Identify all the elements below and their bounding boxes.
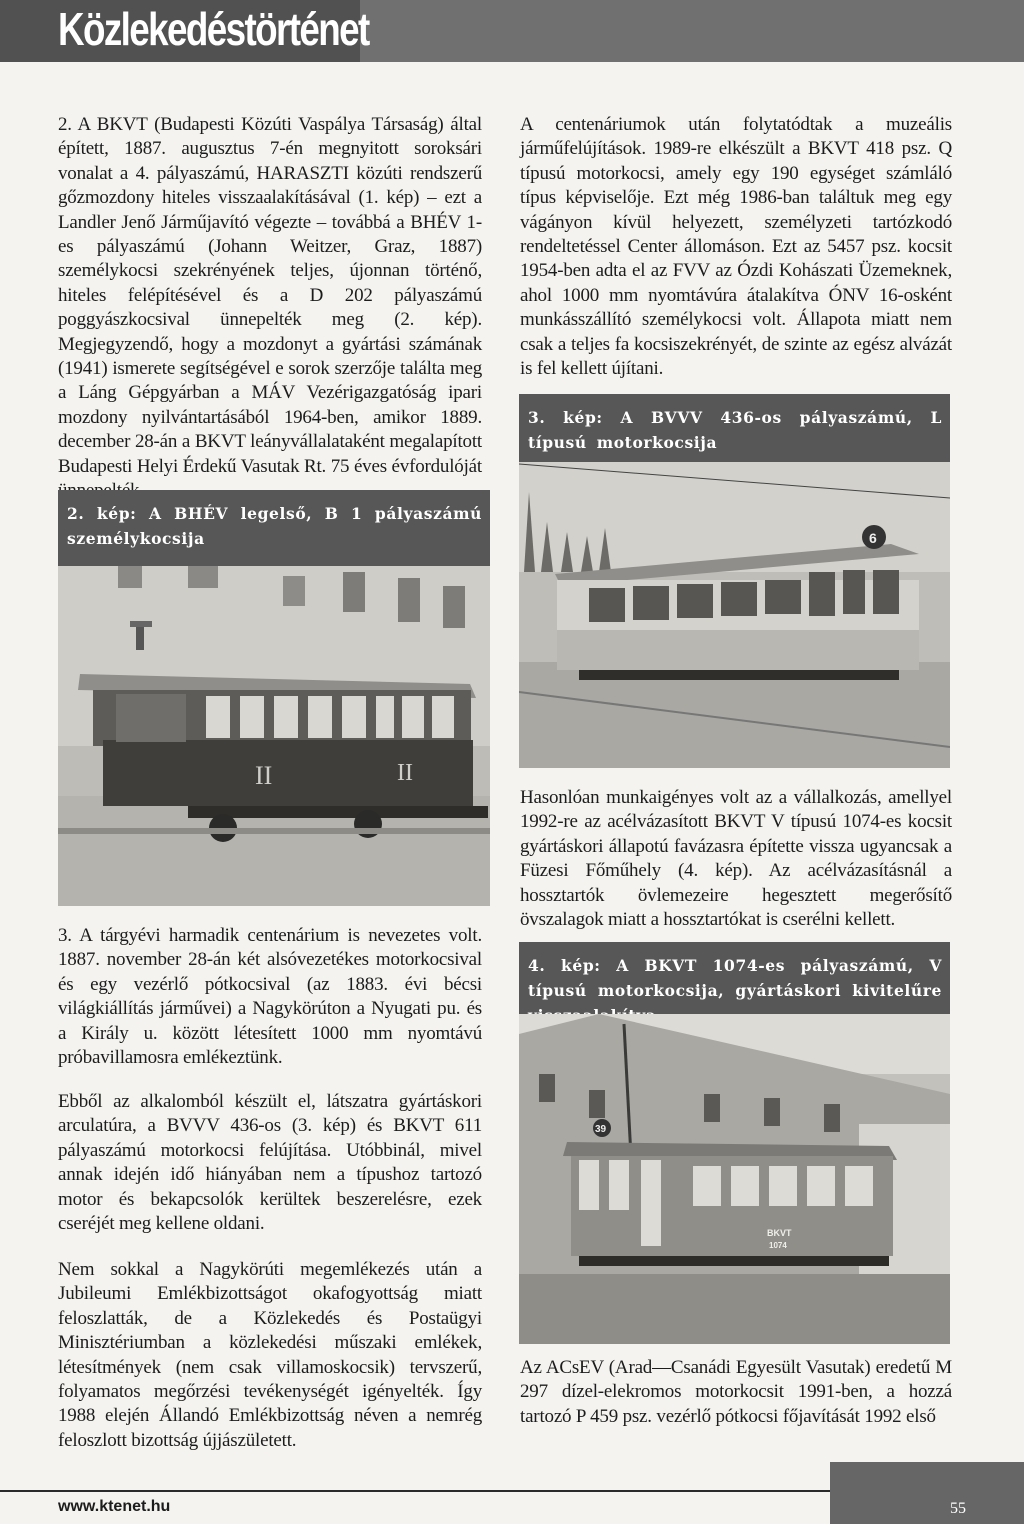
left-paragraph-1: 2. A BKVT (Budapesti Közúti Vaspálya Társaság) által épített, 1887. augusztus 7-én megnyitott soroksári vonalat a 4. pályaszámú, HARASZTI közúti rendszerű gőzmozdony hiteles visszaalakításával (1. kép) – ezt a Landler Jenő Járműjavító végezte – továbbá a BHÉV 1-es pályaszámú (Johann Weitzer, Graz, 1887) személykocsi szekrényének teljes, újonnan történő, hiteles felépítésével és a D 202 pályaszámú poggyászkocsival ünnepelték meg (2. kép). Megjegyzendő, hogy a mozdonyt a gyártási számának (1941) ismerete segítségével e sorok szerzője találta meg a Láng Gépgyárban a MÁV Vezérigazgatóság ipari mozdony nyilvántartásából 1964-ben, amikor 1889. december 28-án a BKVT leányvállalataként megalapított Budapesti Helyi Érdekű Vasutak Rt. 75 éves évfordulóját — [58, 114, 482, 477]
right-paragraph-3: Az ACsEV (Arad—Csanádi Egyesült Vasutak) eredetű M 297 dízel-elekromos motorkocsit 1991-ben, a hozzá tartozó P 459 psz. vezérlő pótkocsi főjavítását 1992 első — [520, 1357, 952, 1427]
left-paragraph-2: 3. A tárgyévi harmadik centenárium is nevezetes volt. 1887. november 28-án két alsóvezetékes motorkocsival és egy vezérlő pótkocsival (az 1883. évi bécsi világkiállítás járművei) a Nagykörúton a Nyugati pu. és a Király u. között létesített 1000 mm nyomtávú próbavillamosra emlékeztünk. — [58, 925, 482, 1069]
route-number-sign: 6 — [869, 530, 877, 546]
caption-photo-3: 3. kép: A BVVV 436-os pályaszámú, L típusú motorkocsija — [519, 394, 950, 462]
section-title: Közlekedéstörténet — [58, 3, 369, 55]
car-class-mark-left: II — [255, 761, 273, 790]
photo-bhev-passenger-car — [58, 566, 490, 906]
footer-website-link[interactable]: www.ktenet.hu — [58, 1498, 171, 1515]
photo-bvvv-436-tram — [519, 462, 950, 768]
car-class-mark-right: II — [397, 760, 413, 786]
caption-photo-4: 4. kép: A BKVT 1074-es pályaszámú, V típusú motorkocsija, gyártáskori kivitelűre — [519, 942, 950, 1014]
header-accent-block — [360, 0, 1024, 62]
left-paragraph-3: Ebből az alkalomból készült el, látszatra gyártáskori arculatúra, a BVVV 436-os (3. kép) és BKVT 611 pályaszámú motorkocsi felújítása. Utóbbinál, mivel annak idején idő hiányában nem a típushoz tartozó motor és bekapcsolók kerültek beszerelésre, ezek cseréjét meg kellene oldani. — [58, 1091, 482, 1235]
footer-page-block — [830, 1462, 1024, 1524]
footer-rule — [0, 1490, 830, 1492]
right-paragraph-1: A centenáriumok után folytatódtak a muzeális járműfelújítások. 1989-re elkészült a BKVT 418 psz. Q típusú motorkocsi, amely egy 190 egységet számláló típus képviselője. Ezt még 1986-ban találtuk meg egy vágányon kívül helyezett, személyzeti tartózkodó rendeltetéssel Center állomáson. Ezt az 5457 psz. kocsit 1954-ben adta el az FVV az Ózdi Kohászati Üzemeknek, ahol 1000 mm nyomtávúra átalakítva ÓNV 16-osként munkásszállító személykocsi volt. Állapota miatt nem csak a teljes fa kocsiszekrényét, de szinte az egész alvázát is fel kellett újítani. — [520, 114, 952, 380]
photo-bkvt-1074-tram — [519, 1014, 950, 1344]
caption-photo-2: 2. kép: A BHÉV legelső, B 1 pályaszámú személykocsija — [58, 490, 490, 568]
car-owner-mark: BKVT — [767, 1228, 792, 1238]
page-number: 55 — [950, 1500, 966, 1517]
route-number-sign: 39 — [595, 1124, 607, 1135]
car-number-mark: 1074 — [769, 1241, 787, 1250]
left-paragraph-4: Nem sokkal a Nagykörúti megemlékezés után a Jubileumi Emlékbizottságot okafogyottság miatt feloszlatták, de a Közlekedés és Postaügyi Minisztériumban a közlekedési műszaki emlékek, létesítmények (nem csak villamoskocsik) tervszerű, folyamatos megőrzési tevékenységét igényelték. Így 1988 elején Állandó Emlékbizottság néven a nemrég feloszlott bizottság újjászületett. — [58, 1259, 482, 1451]
right-paragraph-2: Hasonlóan munkaigényes volt az a vállalkozás, amellyel 1992-re az acélvázasított BKVT V típusú 1074-es kocsit gyártáskori állapotú favázasra építette vissza ugyancsak a Füzesi Főműhely (4. kép). Az acélvázasításnál a hossztartók övlemezeire hegesztett megerősítő övszalagok miatt a hossztartókat is cserélni kellett. — [520, 787, 952, 931]
